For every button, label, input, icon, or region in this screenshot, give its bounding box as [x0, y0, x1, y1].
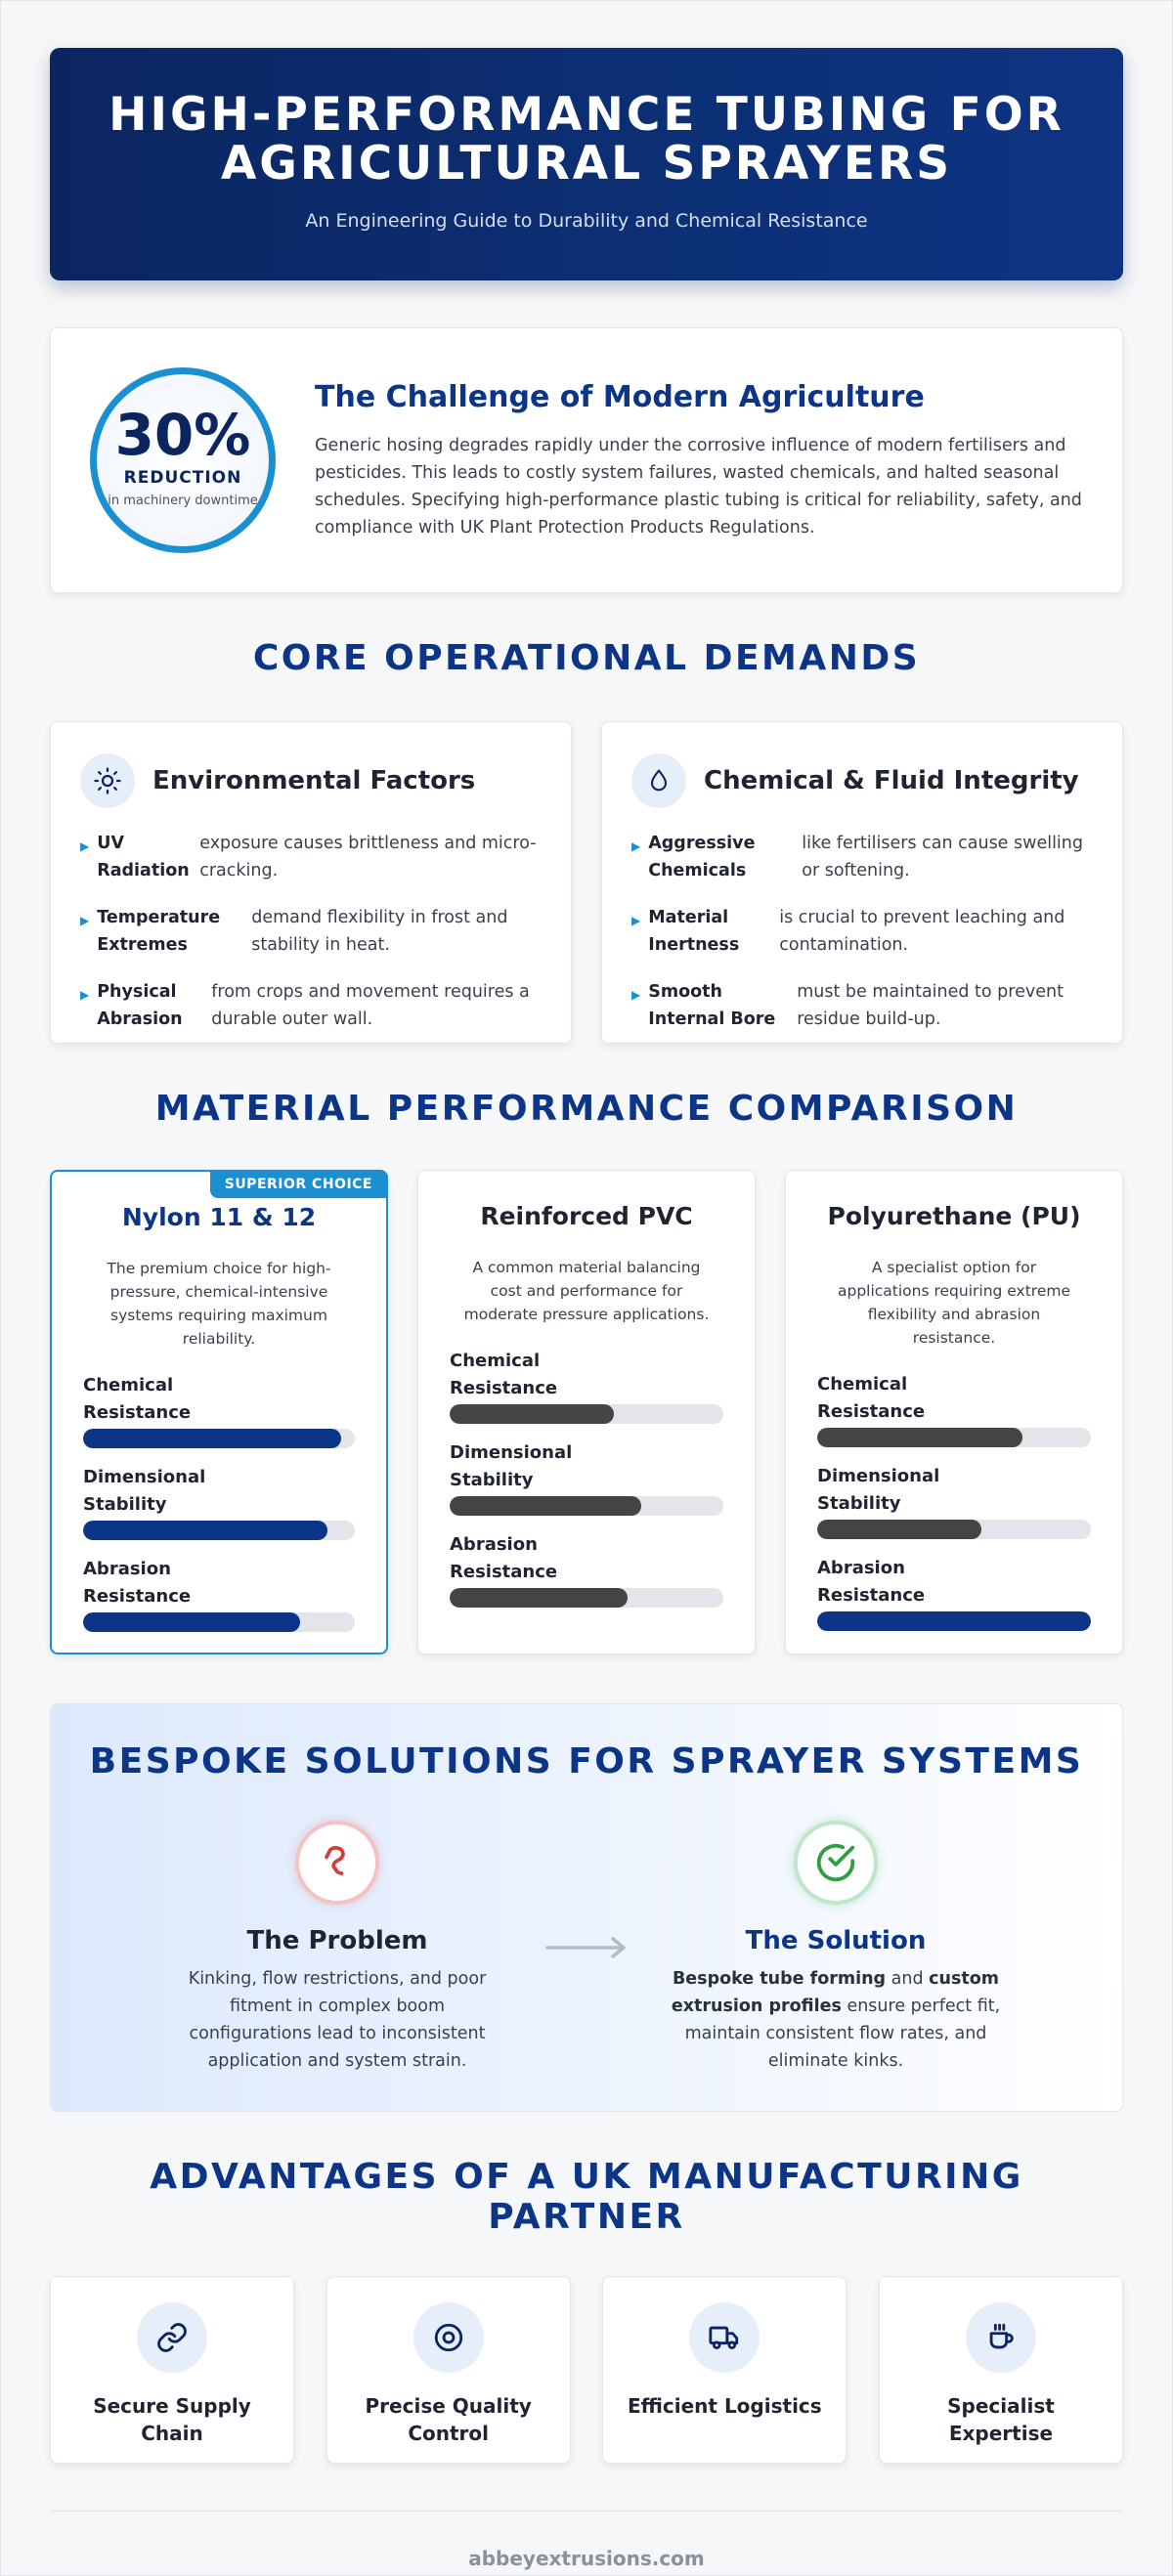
truck-icon [689, 2302, 760, 2373]
target-icon [413, 2302, 484, 2373]
metric-bar [450, 1404, 723, 1424]
sun-icon [80, 753, 135, 808]
droplet-icon [631, 753, 686, 808]
bullet-arrow-icon: ▶ [80, 914, 90, 927]
metric-label: Abrasion Resistance [817, 1558, 926, 1606]
demand-item [80, 830, 542, 884]
bullet-arrow-icon: ▶ [631, 839, 641, 853]
metric [450, 1439, 723, 1516]
bullet-arrow-icon: ▶ [631, 914, 641, 927]
demand-item-key: Physical Abrasion [97, 982, 183, 1029]
bespoke-panel [50, 1703, 1123, 2112]
demand-item-text: like fertilisers can cause swelling or softening. [802, 834, 1083, 880]
arrow-right-icon [503, 1821, 670, 2075]
superior-choice-badge: SUPERIOR CHOICE [210, 1171, 387, 1198]
demand-item-key: UV Radiation [97, 834, 190, 880]
demand-item-text: is crucial to prevent leaching and contamination. [779, 908, 1065, 955]
demand-title: Chemical & Fluid Integrity [704, 766, 1079, 795]
material-desc: A common material balancing cost and performance for moderate pressure applications. [463, 1259, 710, 1323]
demand-item-key: Temperature Extremes [97, 908, 221, 955]
section-title-bespoke: BESPOKE SOLUTIONS FOR SPRAYER SYSTEMS [89, 1741, 1084, 1782]
stat-sub: in machinery downtime [108, 494, 258, 508]
metric [450, 1531, 723, 1608]
challenge-card [50, 327, 1123, 593]
solution-text-2: ensure perfect fit, maintain consistent flow rates, and eliminate kinks. [684, 1996, 1001, 2071]
metric-bar [83, 1612, 355, 1632]
advantage-label: Specialist Expertise [947, 2394, 1055, 2445]
link-icon [137, 2302, 207, 2373]
section-title-core: CORE OPERATIONAL DEMANDS [252, 638, 921, 678]
demand-item-text: exposure causes brittleness and micro-cracking. [199, 834, 537, 880]
metric-fill [450, 1588, 628, 1608]
metric [83, 1464, 355, 1540]
demand-item [631, 978, 1093, 1033]
advantage-card [326, 2276, 571, 2464]
advantage-label: Secure Supply Chain [93, 2394, 251, 2445]
section-title-materials: MATERIAL PERFORMANCE COMPARISON [154, 1089, 1019, 1129]
stat-value: 30% [114, 402, 251, 468]
metric-fill [83, 1521, 327, 1540]
demand-card-chemical [601, 721, 1123, 1044]
demands-grid [50, 721, 1123, 1044]
advantages-grid [50, 2276, 1123, 2464]
metric [83, 1372, 355, 1448]
problem-text: Kinking, flow restrictions, and poor fitment in complex boom configurations lead to inconsistent application and system strain. [188, 1969, 487, 2071]
metric-label: Abrasion Resistance [83, 1559, 192, 1607]
coffee-cup-icon [966, 2302, 1036, 2373]
solution-column [670, 1821, 1002, 2075]
metric-bar [817, 1520, 1091, 1539]
demand-item-key: Material Inertness [648, 908, 740, 955]
metric [450, 1348, 723, 1424]
solution-text-1: and [886, 1969, 930, 1989]
demand-item-text: must be maintained to prevent residue build-up. [797, 982, 1064, 1029]
material-card-pvc [417, 1170, 756, 1654]
metric-bar [450, 1496, 723, 1516]
solution-bold-2: custom extrusion profiles [671, 1969, 1000, 2016]
advantage-card [602, 2276, 847, 2464]
metric [83, 1556, 355, 1632]
footer-divider [50, 2511, 1123, 2512]
section-title-advantages: ADVANTAGES OF A UK MANUFACTURING PARTNER [150, 2157, 1023, 2237]
demand-item [631, 904, 1093, 959]
solution-bold-1: Bespoke tube forming [672, 1969, 887, 1989]
challenge-title: The Challenge of Modern Agriculture [315, 379, 925, 414]
bullet-arrow-icon: ▶ [80, 988, 90, 1002]
page-subtitle: An Engineering Guide to Durability and Chemical Resistance [305, 210, 868, 232]
advantage-card [50, 2276, 294, 2464]
footer-site-link[interactable]: abbeyextrusions.com [468, 2547, 705, 2570]
advantage-label: Efficient Logistics [627, 2394, 822, 2418]
metric-label: Dimensional Stability [817, 1466, 940, 1514]
problem-title: The Problem [246, 1926, 428, 1955]
advantage-label: Precise Quality Control [365, 2394, 532, 2445]
solution-text [670, 1965, 1002, 2075]
metric-fill [817, 1520, 981, 1539]
hero-banner [50, 48, 1123, 280]
metric-fill [83, 1612, 300, 1632]
metric-bar [83, 1429, 355, 1448]
metric-fill [450, 1496, 641, 1516]
advantage-card [879, 2276, 1123, 2464]
demand-title: Environmental Factors [152, 766, 476, 795]
material-desc: The premium choice for high-pressure, chemical-intensive systems requiring maximum reliability. [107, 1260, 331, 1348]
demand-card-environmental [50, 721, 572, 1044]
metric-bar [817, 1611, 1091, 1631]
broken-pipe-icon [295, 1821, 379, 1905]
solution-title: The Solution [745, 1926, 927, 1955]
check-circle-icon [794, 1821, 878, 1905]
metric-label: Chemical Resistance [817, 1374, 926, 1422]
demand-item-text: demand flexibility in frost and stability in heat. [251, 908, 508, 955]
metric-bar [817, 1428, 1091, 1447]
metric-fill [450, 1404, 614, 1424]
bullet-arrow-icon: ▶ [631, 988, 641, 1002]
demand-item-key: Smooth Internal Bore [648, 982, 776, 1029]
page-title: HIGH-PERFORMANCE TUBING FOR AGRICULTURAL SPRAYERS [109, 88, 1064, 191]
demand-item-key: Aggressive Chemicals [648, 834, 756, 880]
metric [817, 1555, 1091, 1631]
metric-label: Dimensional Stability [83, 1467, 206, 1515]
demand-item [80, 978, 542, 1033]
material-name: Polyurethane (PU) [827, 1202, 1081, 1230]
metric-fill [83, 1429, 341, 1448]
metric-bar [83, 1521, 355, 1540]
material-card-nylon [50, 1170, 388, 1654]
stat-ring [90, 367, 276, 553]
material-name: Reinforced PVC [480, 1202, 693, 1230]
metric-label: Dimensional Stability [450, 1442, 573, 1490]
material-name: Nylon 11 & 12 [121, 1203, 317, 1231]
metric-label: Abrasion Resistance [450, 1534, 558, 1582]
material-desc: A specialist option for applications requiring extreme flexibility and abrasion resistance. [837, 1259, 1071, 1347]
bullet-arrow-icon: ▶ [80, 839, 90, 853]
metric-fill [817, 1611, 1091, 1631]
metric-fill [817, 1428, 1022, 1447]
demand-item-text: from crops and movement requires a durable outer wall. [211, 982, 530, 1029]
demand-item [631, 830, 1093, 884]
material-card-pu [785, 1170, 1123, 1654]
demand-item [80, 904, 542, 959]
challenge-text [315, 380, 1087, 541]
materials-grid [50, 1170, 1123, 1654]
metric [817, 1371, 1091, 1447]
metric-label: Chemical Resistance [450, 1351, 558, 1398]
metric-label: Chemical Resistance [83, 1375, 192, 1423]
metric-bar [450, 1588, 723, 1608]
challenge-body: Generic hosing degrades rapidly under the corrosive influence of modern fertilisers and pesticides. This leads to costly system failures, wasted chemicals, and halted seasonal schedules. Specifying high-performance plastic tubing is critical for reliability, safety, and compliance with UK Plant Protection Products Regulations. [315, 435, 1082, 537]
stat-label: REDUCTION [123, 468, 242, 488]
problem-column [171, 1821, 503, 2075]
metric [817, 1463, 1091, 1539]
